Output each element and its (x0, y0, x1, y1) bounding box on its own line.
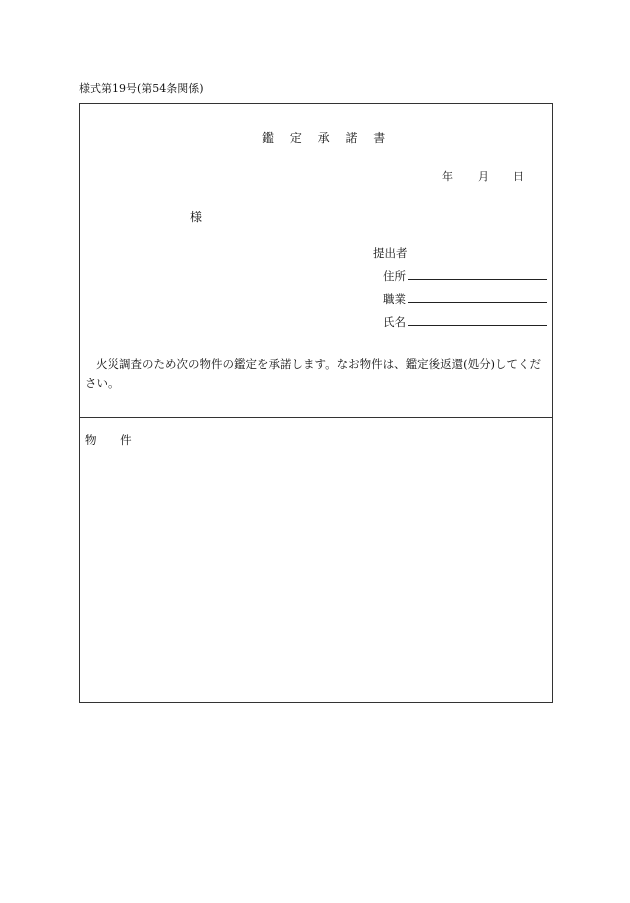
occupation-field[interactable] (408, 302, 547, 303)
date-month-label: 月 (478, 170, 489, 183)
form-frame (79, 103, 553, 703)
occupation-label: 職業 (383, 292, 406, 306)
consent-statement: 火災調査のため次の物件の鑑定を承諾します。なお物件は、鑑定後返還(処分)してください。 (85, 357, 542, 390)
date-day-label: 日 (513, 170, 524, 183)
items-section-label: 物 件 (85, 433, 142, 447)
name-label: 氏名 (383, 315, 406, 329)
address-field[interactable] (408, 279, 547, 280)
document-title: 鑑 定 承 諾 書 (262, 131, 392, 145)
section-divider (80, 417, 552, 418)
name-field[interactable] (408, 325, 547, 326)
address-label: 住所 (383, 269, 406, 283)
date-year-label: 年 (442, 170, 453, 183)
addressee-honorific: 様 (190, 210, 203, 224)
submitter-heading: 提出者 (373, 246, 408, 260)
form-number-label: 様式第19号(第54条関係) (79, 82, 204, 95)
